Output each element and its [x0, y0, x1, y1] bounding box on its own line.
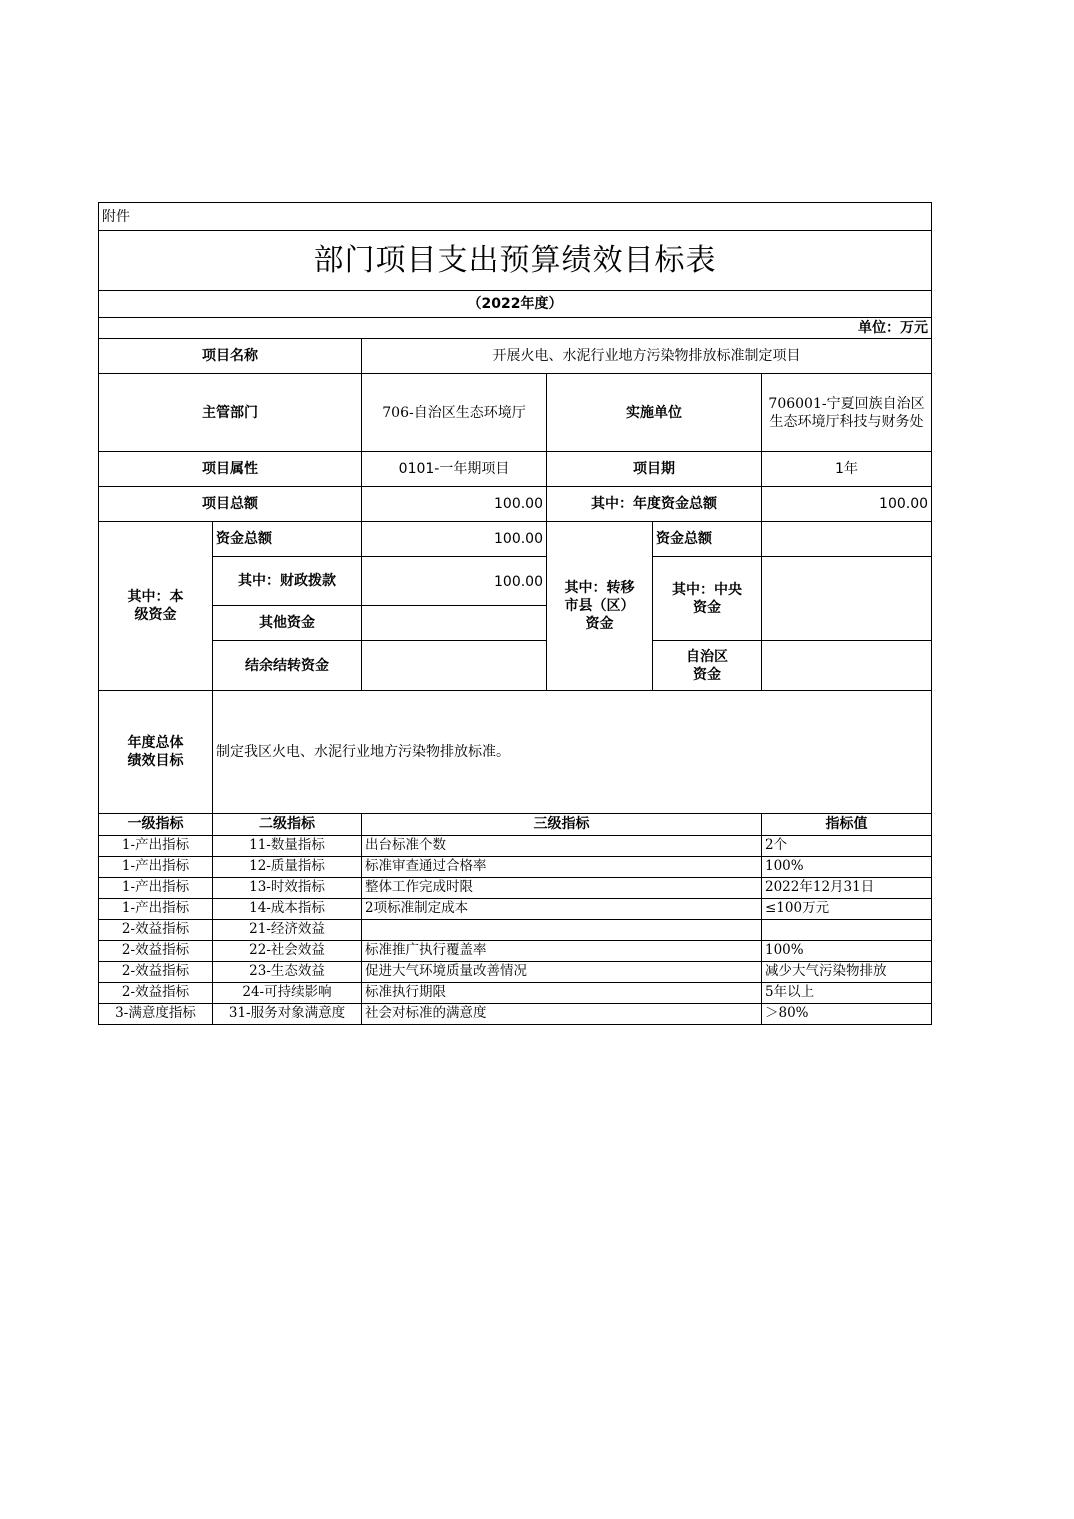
project-period-label: 项目期: [547, 452, 762, 487]
indicator-value: [762, 919, 932, 940]
impl-unit-label: 实施单位: [547, 374, 762, 452]
local-funds-label: 其中：本级资金: [99, 522, 213, 691]
central-funds-label: 其中：中央资金: [653, 557, 762, 641]
attachment-label: 附件: [99, 203, 932, 231]
transfer-funds-label: 其中：转移市县（区）资金: [547, 522, 653, 691]
indicator-level2: 14-成本指标: [213, 898, 362, 919]
local-total-value: 100.00: [362, 522, 547, 557]
annual-goal-text: 制定我区火电、水泥行业地方污染物排放标准。: [213, 691, 932, 814]
region-funds-value: [762, 641, 932, 691]
indicator-level2: 13-时效指标: [213, 877, 362, 898]
indicator-level1: 3-满意度指标: [99, 1003, 213, 1024]
indicator-header-level3: 三级指标: [362, 814, 762, 835]
indicator-level2: 31-服务对象满意度: [213, 1003, 362, 1024]
indicator-row: [99, 856, 932, 877]
indicator-level1: 1-产出指标: [99, 898, 213, 919]
project-attr-value: 0101-一年期项目: [362, 452, 547, 487]
project-total-value: 100.00: [362, 487, 547, 522]
annual-goal-label: 年度总体绩效目标: [99, 691, 213, 814]
fiscal-value: 100.00: [362, 557, 547, 606]
indicator-level1: 1-产出指标: [99, 856, 213, 877]
performance-target-sheet: [98, 202, 931, 1025]
indicator-table: [98, 814, 932, 1025]
carryover-funds-value: [362, 641, 547, 691]
indicator-level3: 社会对标准的满意度: [362, 1003, 762, 1024]
indicator-level2: 24-可持续影响: [213, 982, 362, 1003]
indicator-level2: 22-社会效益: [213, 940, 362, 961]
indicator-value: ≤100万元: [762, 898, 932, 919]
indicator-level3: 出台标准个数: [362, 835, 762, 856]
indicator-row: [99, 835, 932, 856]
other-funds-value: [362, 606, 547, 641]
indicator-level2: 11-数量指标: [213, 835, 362, 856]
indicator-level3: 标准审查通过合格率: [362, 856, 762, 877]
transfer-total-label: 资金总额: [653, 522, 762, 557]
indicator-value: 2022年12月31日: [762, 877, 932, 898]
indicator-level1: 2-效益指标: [99, 982, 213, 1003]
local-total-label: 资金总额: [213, 522, 362, 557]
page-title: 部门项目支出预算绩效目标表: [99, 231, 932, 291]
fiscal-label: 其中：财政拨款: [213, 557, 362, 606]
indicator-row: [99, 961, 932, 982]
indicator-value: 5年以上: [762, 982, 932, 1003]
carryover-funds-label: 结余结转资金: [213, 641, 362, 691]
project-attr-label: 项目属性: [99, 452, 362, 487]
indicator-level1: 2-效益指标: [99, 919, 213, 940]
project-period-value: 1年: [762, 452, 932, 487]
annual-total-label: 其中：年度资金总额: [547, 487, 762, 522]
indicator-level1: 1-产出指标: [99, 877, 213, 898]
indicator-level3: 标准推广执行覆盖率: [362, 940, 762, 961]
indicator-header-value: 指标值: [762, 814, 932, 835]
annual-total-value: 100.00: [762, 487, 932, 522]
indicator-row: [99, 877, 932, 898]
indicator-value: 减少大气污染物排放: [762, 961, 932, 982]
project-name-value: 开展火电、水泥行业地方污染物排放标准制定项目: [362, 339, 932, 374]
dept-value: 706-自治区生态环境厅: [362, 374, 547, 452]
indicator-row: [99, 982, 932, 1003]
impl-unit-value: 706001-宁夏回族自治区生态环境厅科技与财务处: [762, 374, 932, 452]
unit-label: 单位：万元: [99, 318, 932, 339]
indicator-level3: 促进大气环境质量改善情况: [362, 961, 762, 982]
indicator-level3: 2项标准制定成本: [362, 898, 762, 919]
indicator-rows: [99, 835, 932, 1024]
indicator-level1: 2-效益指标: [99, 940, 213, 961]
year-label: （2022年度）: [99, 291, 932, 318]
dept-label: 主管部门: [99, 374, 362, 452]
project-name-label: 项目名称: [99, 339, 362, 374]
indicator-level1: 2-效益指标: [99, 961, 213, 982]
indicator-value: 100%: [762, 940, 932, 961]
indicator-row: [99, 919, 932, 940]
indicator-value: ＞80%: [762, 1003, 932, 1024]
indicator-level2: 23-生态效益: [213, 961, 362, 982]
region-funds-label: 自治区资金: [653, 641, 762, 691]
indicator-level3: [362, 919, 762, 940]
indicator-header-level1: 一级指标: [99, 814, 213, 835]
indicator-level1: 1-产出指标: [99, 835, 213, 856]
indicator-row: [99, 940, 932, 961]
target-table: [98, 202, 932, 814]
other-funds-label: 其他资金: [213, 606, 362, 641]
central-funds-value: [762, 557, 932, 641]
transfer-total-value: [762, 522, 932, 557]
indicator-level3: 标准执行期限: [362, 982, 762, 1003]
indicator-value: 2个: [762, 835, 932, 856]
indicator-level2: 21-经济效益: [213, 919, 362, 940]
indicator-value: 100%: [762, 856, 932, 877]
indicator-row: [99, 1003, 932, 1024]
project-total-label: 项目总额: [99, 487, 362, 522]
indicator-header-level2: 二级指标: [213, 814, 362, 835]
indicator-level3: 整体工作完成时限: [362, 877, 762, 898]
indicator-level2: 12-质量指标: [213, 856, 362, 877]
indicator-row: [99, 898, 932, 919]
